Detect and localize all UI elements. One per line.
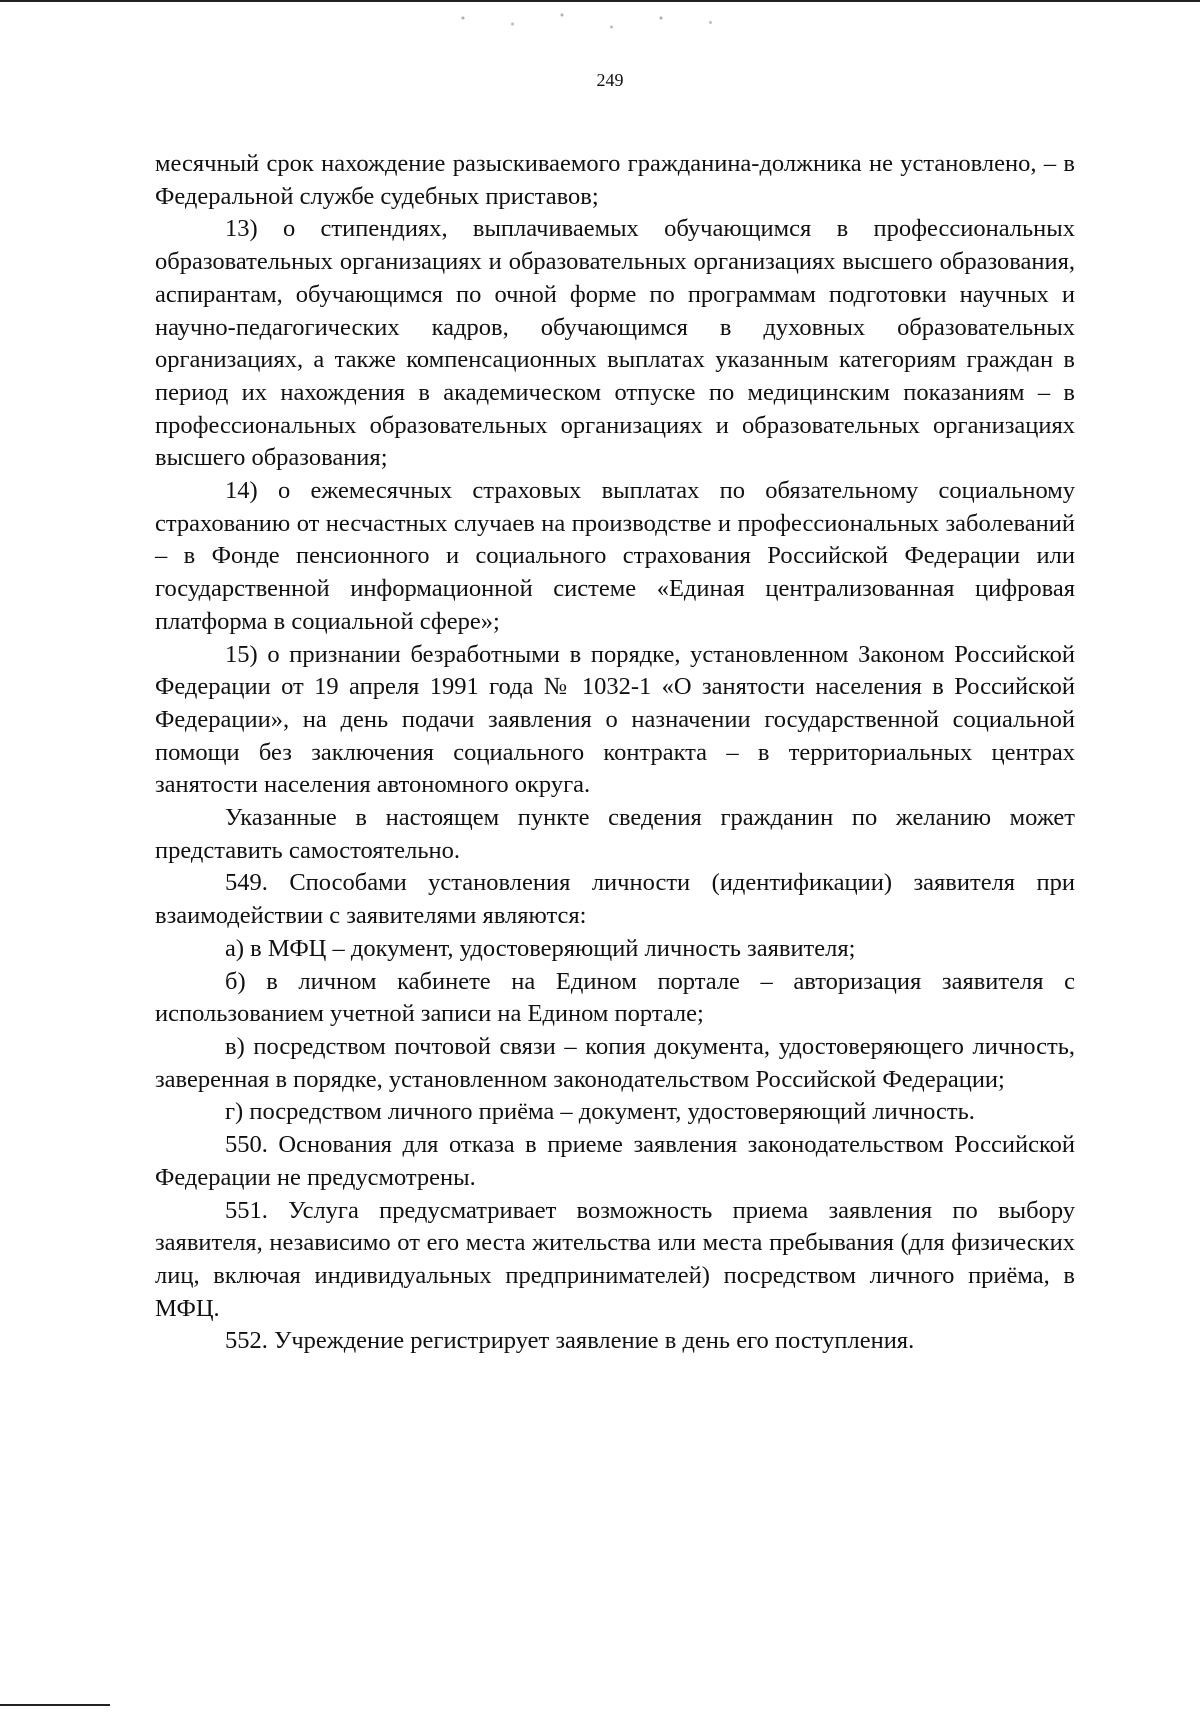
paragraph-550: 550. Основания для отказа в приеме заявления законодательством Российской Федерации не предусмотрены. (155, 1131, 1075, 1191)
top-border-line (0, 0, 1200, 2)
document-body (155, 148, 1075, 1358)
paragraph-item-15: 15) о признании безработными в порядке, установленном Законом Российской Федерации от 19 апреля 1991 года № 1032-1 «О занятости населения в Российской Федерации», на день подачи заявления о назначении государственной социальной помощи без заключения социального контракта – в территориальных центрах занятости населения автономного округа. (155, 640, 1075, 799)
bottom-border-line (0, 1704, 110, 1706)
paragraph-item-14: 14) о ежемесячных страховых выплатах по обязательному социальному страхованию от несчастных случаев на производстве и профессиональных заболеваний – в Фонде пенсионного и социального страхования Российской Федерации или государственной информационной системе «Единая централизованная цифровая платформа в социальной сфере»; (155, 477, 1075, 635)
page-number: 249 (596, 70, 624, 90)
paragraph-549-b: б) в личном кабинете на Едином портале – авторизация заявителя с использованием учетной записи на Едином портале; (155, 967, 1075, 1028)
paragraph-549-a: а) в МФЦ – документ, удостоверяющий личность заявителя; (225, 934, 856, 962)
paragraph-549-v: в) посредством почтовой связи – копия документа, удостоверяющего личность, заверенная в порядке, установленном законодательством Российской Федерации; (155, 1032, 1075, 1093)
scan-artifact (430, 6, 760, 36)
paragraph-continuation: месячный срок нахождение разыскиваемого гражданина-должника не установлено, – в Федеральной службе судебных приставов; (155, 150, 1075, 210)
paragraph-note: Указанные в настоящем пункте сведения гражданин по желанию может представить самостоятельно. (155, 804, 1075, 864)
paragraph-551: 551. Услуга предусматривает возможность приема заявления по выбору заявителя, независимо от его места жительства или места пребывания (для физических лиц, включая индивидуальных предпринимателей) посредством личного приёма, в МФЦ. (155, 1196, 1075, 1322)
paragraph-item-13: 13) о стипендиях, выплачиваемых обучающимся в профессиональных образовательных организациях и образовательных организациях высшего образования, аспирантам, обучающимся по очной форме по программам подготовки научных и научно-педагогических кадров, обучающимся в духовных образовательных организациях, а также компенсационных выплатах указанным категориям граждан в период их нахождения в академическом отпуске по медицинским показаниям – в профессиональных образовательных организациях и образовательных организациях высшего образования; (155, 215, 1075, 472)
paragraph-552: 552. Учреждение регистрирует заявление в день его поступления. (225, 1327, 915, 1355)
paragraph-549-g: г) посредством личного приёма – документ, удостоверяющий личность. (225, 1098, 975, 1126)
paragraph-549: 549. Способами установления личности (идентификации) заявителя при взаимодействии с заявителями являются: (155, 869, 1075, 930)
